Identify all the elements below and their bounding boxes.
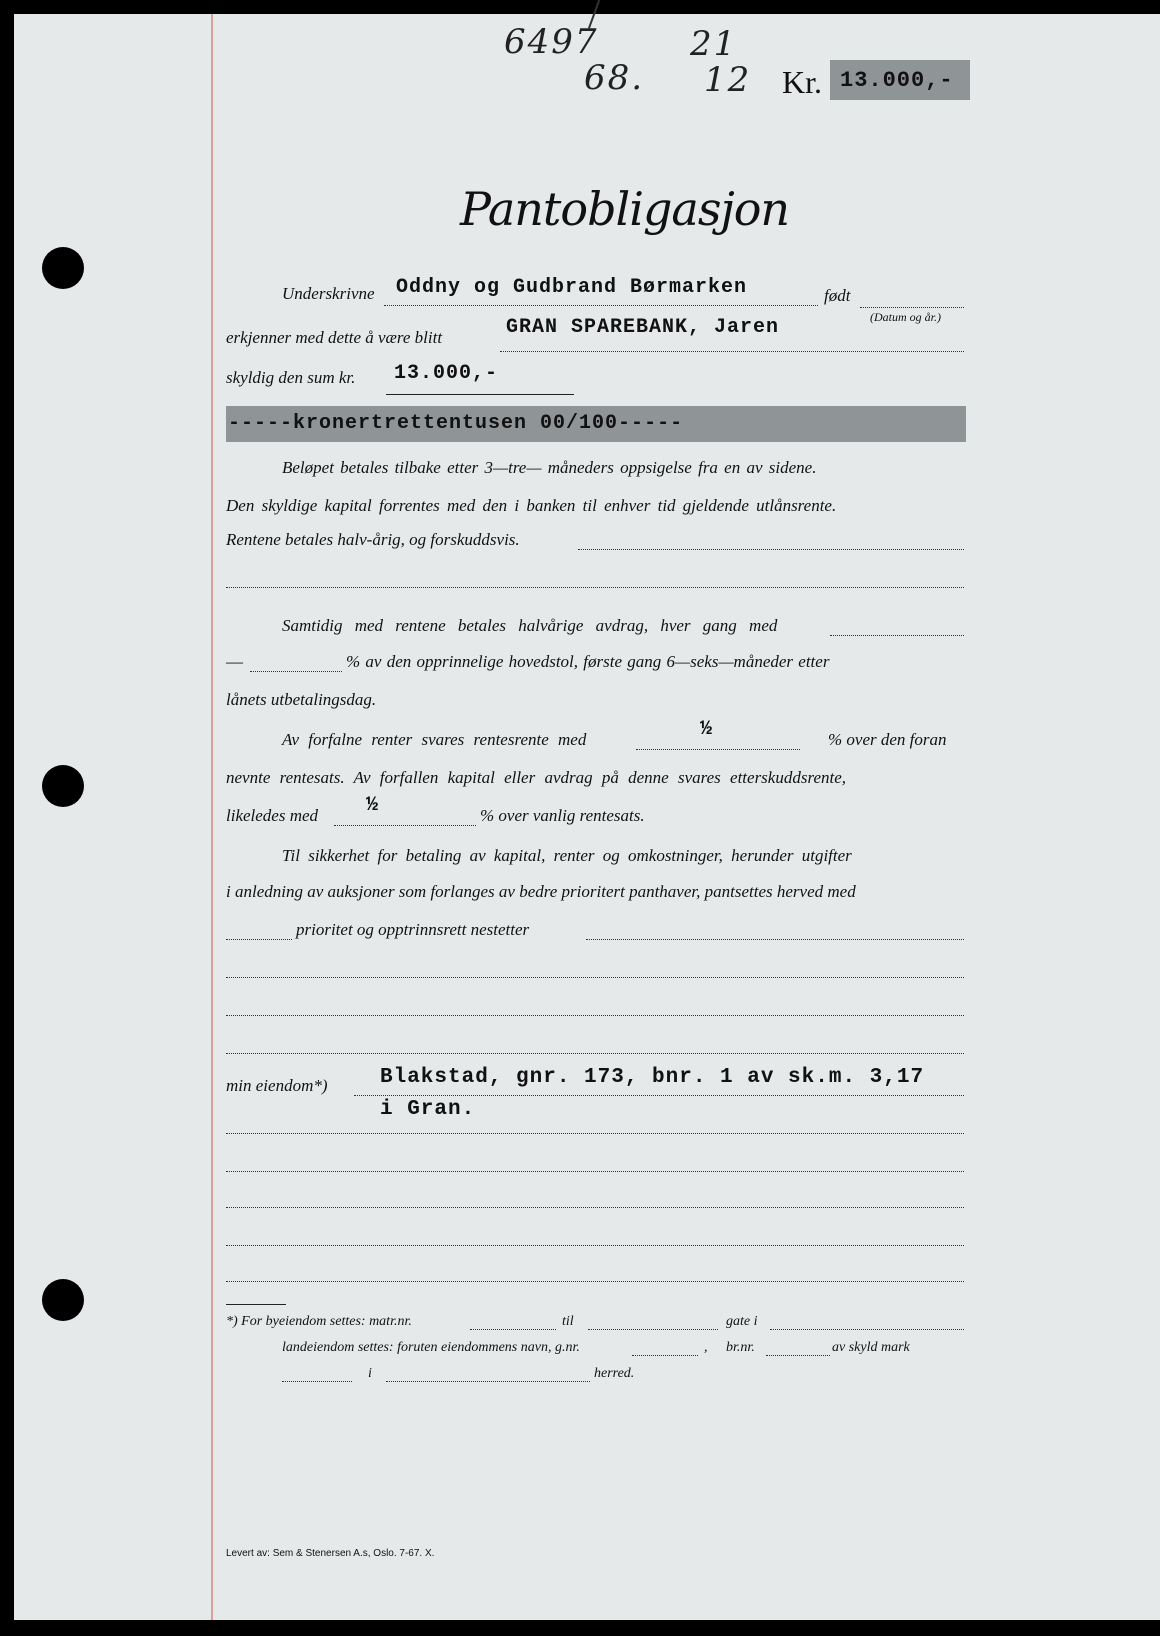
avdrag-dots [830,634,964,636]
punch-hole-middle [42,765,84,807]
terms-line-1: Beløpet betales tilbake etter 3—tre— måneders oppsigelse fra en av sidene. [282,458,817,477]
property-line-1: Blakstad, gnr. 173, bnr. 1 av sk.m. 3,17 [380,1066,925,1089]
forfalne-line-1a: Av forfalne renter svares rentesrente med [282,730,587,749]
blank-line-7 [226,1206,964,1208]
avdrag-line-3: lånets utbetalingsdag. [226,690,377,709]
footnote-i-dots-left [282,1380,352,1382]
fodt-line [860,306,964,308]
property-label: min eiendom*) [226,1076,328,1095]
underskrivne-line [384,304,818,306]
blank-line-5 [226,1132,964,1134]
blank-line-9 [226,1280,964,1282]
blank-line-4 [226,1052,964,1054]
likeledes-rest: % over vanlig rentesats. [480,806,645,825]
footnote-line-2d: av skyld mark [832,1340,910,1355]
avdrag-percent-dots [250,670,342,672]
sikkerhet-line-2: i anledning av auksjoner som forlanges av bedre prioritert panthaver, pantsettes herved med [226,882,856,901]
footnote-line-1a: *) For byeiendom settes: matr.nr. [226,1314,412,1329]
footnote-matr-dots [470,1328,556,1330]
terms-line-2: Den skyldige kapital forrentes med den i banken til enhver tid gjeldende utlånsrente. [226,496,837,515]
property-line-1-dots [354,1094,964,1096]
ref-number: 6497 [504,22,599,62]
footnote-line-3b: herred. [594,1366,635,1381]
prioritet-dots-right [586,938,964,940]
footnote-i-dots [386,1380,590,1382]
printer-credit: Levert av: Sem & Stenersen A.s, Oslo. 7-67. X. [226,1548,435,1559]
footnote-line-2a: landeiendom settes: foruten eiendommens navn, g.nr. [282,1340,580,1355]
likeledes-fraction: ½ [366,794,380,817]
footnote-line-2b: , [704,1340,708,1355]
creditor-line [500,350,964,352]
punch-hole-top [42,247,84,289]
kr-label: Kr. [782,64,822,100]
sum-line [386,394,574,395]
punch-hole-bottom [42,1279,84,1321]
footnote-rule [226,1304,286,1305]
blank-line-3 [226,1014,964,1016]
footnote-brnr-dots [766,1354,830,1356]
blank-line-1 [226,586,964,588]
sum-value: 13.000,- [394,362,499,385]
sikkerhet-line-1: Til sikkerhet for betaling av kapital, renter og omkostninger, herunder utgifter [282,846,852,865]
sum-words: -----kronertrettentusen 00/100----- [228,412,684,435]
footnote-line-2c: br.nr. [726,1340,755,1355]
document-title: Pantobligasjon [460,182,790,236]
blank-line-2 [226,976,964,978]
ref-year: 68. [584,58,645,98]
datum-label: (Datum og år.) [870,310,941,324]
terms-line-3: Rentene betales halv-årig, og forskuddsvis. [226,530,520,549]
document-page [14,14,1160,1620]
avdrag-dash: — [226,652,243,671]
footnote-line-1b: til [562,1314,574,1329]
prioritet-line: prioritet og opptrinnsrett nestetter [296,920,530,939]
avdrag-line-1: Samtidig med rentene betales halvårige avdrag, hver gang med [282,616,778,635]
creditor-value: GRAN SPAREBANK, Jaren [506,316,780,339]
margin-rule [211,14,213,1620]
prioritet-dots-left [226,938,292,940]
likeledes-label: likeledes med [226,806,319,825]
date-day: 21 [690,24,738,64]
erkjenner-label: erkjenner med dette å være blitt [226,328,443,347]
footnote-gnr-dots [632,1354,698,1356]
header-amount: 13.000,- [840,68,954,93]
footnote-gate-dots [770,1328,964,1330]
forfalne-line-2: nevnte rentesats. Av forfallen kapital eller avdrag på denne svares etterskuddsrente, [226,768,847,787]
footnote-line-1c: gate i [726,1314,758,1329]
footnote-line-3a: i [368,1366,372,1381]
blank-line-8 [226,1244,964,1246]
underskrivne-label: Underskrivne [282,284,375,303]
avdrag-line-2: % av den opprinnelige hovedstol, første gang 6—seks—måneder etter [346,652,830,671]
terms-line-3-dots [578,548,964,550]
forfalne-fraction: ½ [700,718,714,741]
forfalne-line-1b: % over den foran [828,730,947,749]
blank-line-6 [226,1170,964,1172]
property-line-2: i Gran. [380,1098,476,1121]
fodt-label: født [824,286,851,305]
forfalne-dots [636,748,800,750]
footnote-til-dots [588,1328,718,1330]
likeledes-dots [334,824,476,826]
underskrivne-value: Oddny og Gudbrand Børmarken [396,276,748,299]
skyldig-label: skyldig den sum kr. [226,368,356,387]
date-month: 12 [704,60,752,100]
